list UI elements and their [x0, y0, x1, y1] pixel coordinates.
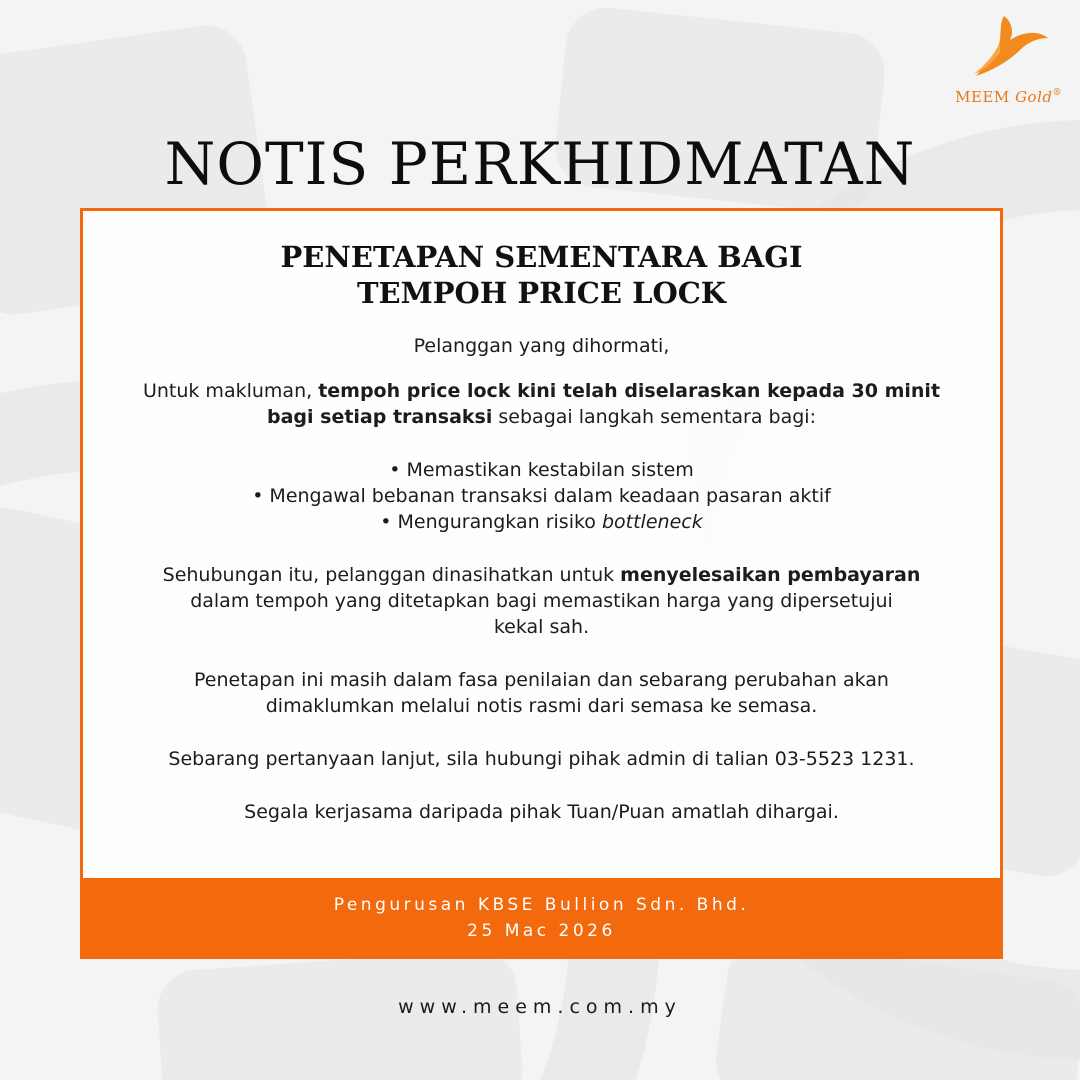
meem-gold-logo	[944, 12, 1064, 104]
website-link[interactable]: www.meem.com.my	[398, 996, 682, 1018]
notice-body	[83, 333, 1000, 825]
advice-line-2: dalam tempoh yang ditetapkan bagi memastikan harga yang dipersetujui	[190, 590, 893, 612]
logo-script: Gold	[1015, 88, 1053, 106]
bullet-item: • Memastikan kestabilan sistem	[389, 459, 694, 481]
intro-paragraph	[119, 378, 964, 430]
notice-date: 25 Mac 2026	[467, 921, 616, 941]
bullet-italic: bottleneck	[601, 511, 703, 533]
contact-paragraph: Sebarang pertanyaan lanjut, sila hubungi pihak admin di talian 03-5523 1231.	[168, 748, 915, 770]
advice-bold: menyelesaikan pembayaran	[620, 564, 921, 586]
notice-box	[80, 208, 1003, 959]
advice-line-3: kekal sah.	[493, 616, 590, 638]
logo-word: MEEM	[955, 88, 1010, 106]
bullet-list	[119, 457, 964, 535]
intro-bold-1: tempoh price lock kini telah diselaraskan kepada 30 minit	[318, 380, 941, 402]
intro-text-end: sebagai langkah sementara bagi:	[492, 406, 816, 428]
advice-paragraph	[119, 562, 964, 640]
bullet-item: • Mengawal bebanan transaksi dalam keadaan pasaran aktif	[252, 485, 831, 507]
wave-swoosh-icon	[954, 12, 1054, 90]
eval-line-2: dimaklumkan melalui notis rasmi dari semasa ke semasa.	[265, 695, 818, 717]
notice-subtitle	[83, 239, 1000, 311]
advice-text: Sehubungan itu, pelanggan dinasihatkan untuk	[162, 564, 621, 586]
company-name: Pengurusan KBSE Bullion Sdn. Bhd.	[333, 895, 750, 915]
logo-wordmark	[955, 88, 1062, 106]
evaluation-paragraph	[119, 667, 964, 719]
page-title: NOTIS PERKHIDMATAN	[164, 130, 916, 198]
intro-bold-2: bagi setiap transaksi	[266, 406, 493, 428]
bullet-item	[119, 509, 964, 535]
intro-text: Untuk makluman,	[142, 380, 319, 402]
greeting-text: Pelanggan yang dihormati,	[413, 335, 670, 357]
subtitle-line-1: PENETAPAN SEMENTARA BAGI	[280, 240, 803, 274]
bullet-text: • Mengurangkan risiko	[380, 511, 602, 533]
eval-line-1: Penetapan ini masih dalam fasa penilaian dan sebarang perubahan akan	[194, 669, 889, 691]
subtitle-line-2: TEMPOH PRICE LOCK	[356, 276, 727, 310]
thanks-paragraph: Segala kerjasama daripada pihak Tuan/Puan amatlah dihargai.	[244, 801, 839, 823]
registered-mark: ®	[1052, 88, 1062, 98]
footer-band	[83, 878, 1000, 956]
